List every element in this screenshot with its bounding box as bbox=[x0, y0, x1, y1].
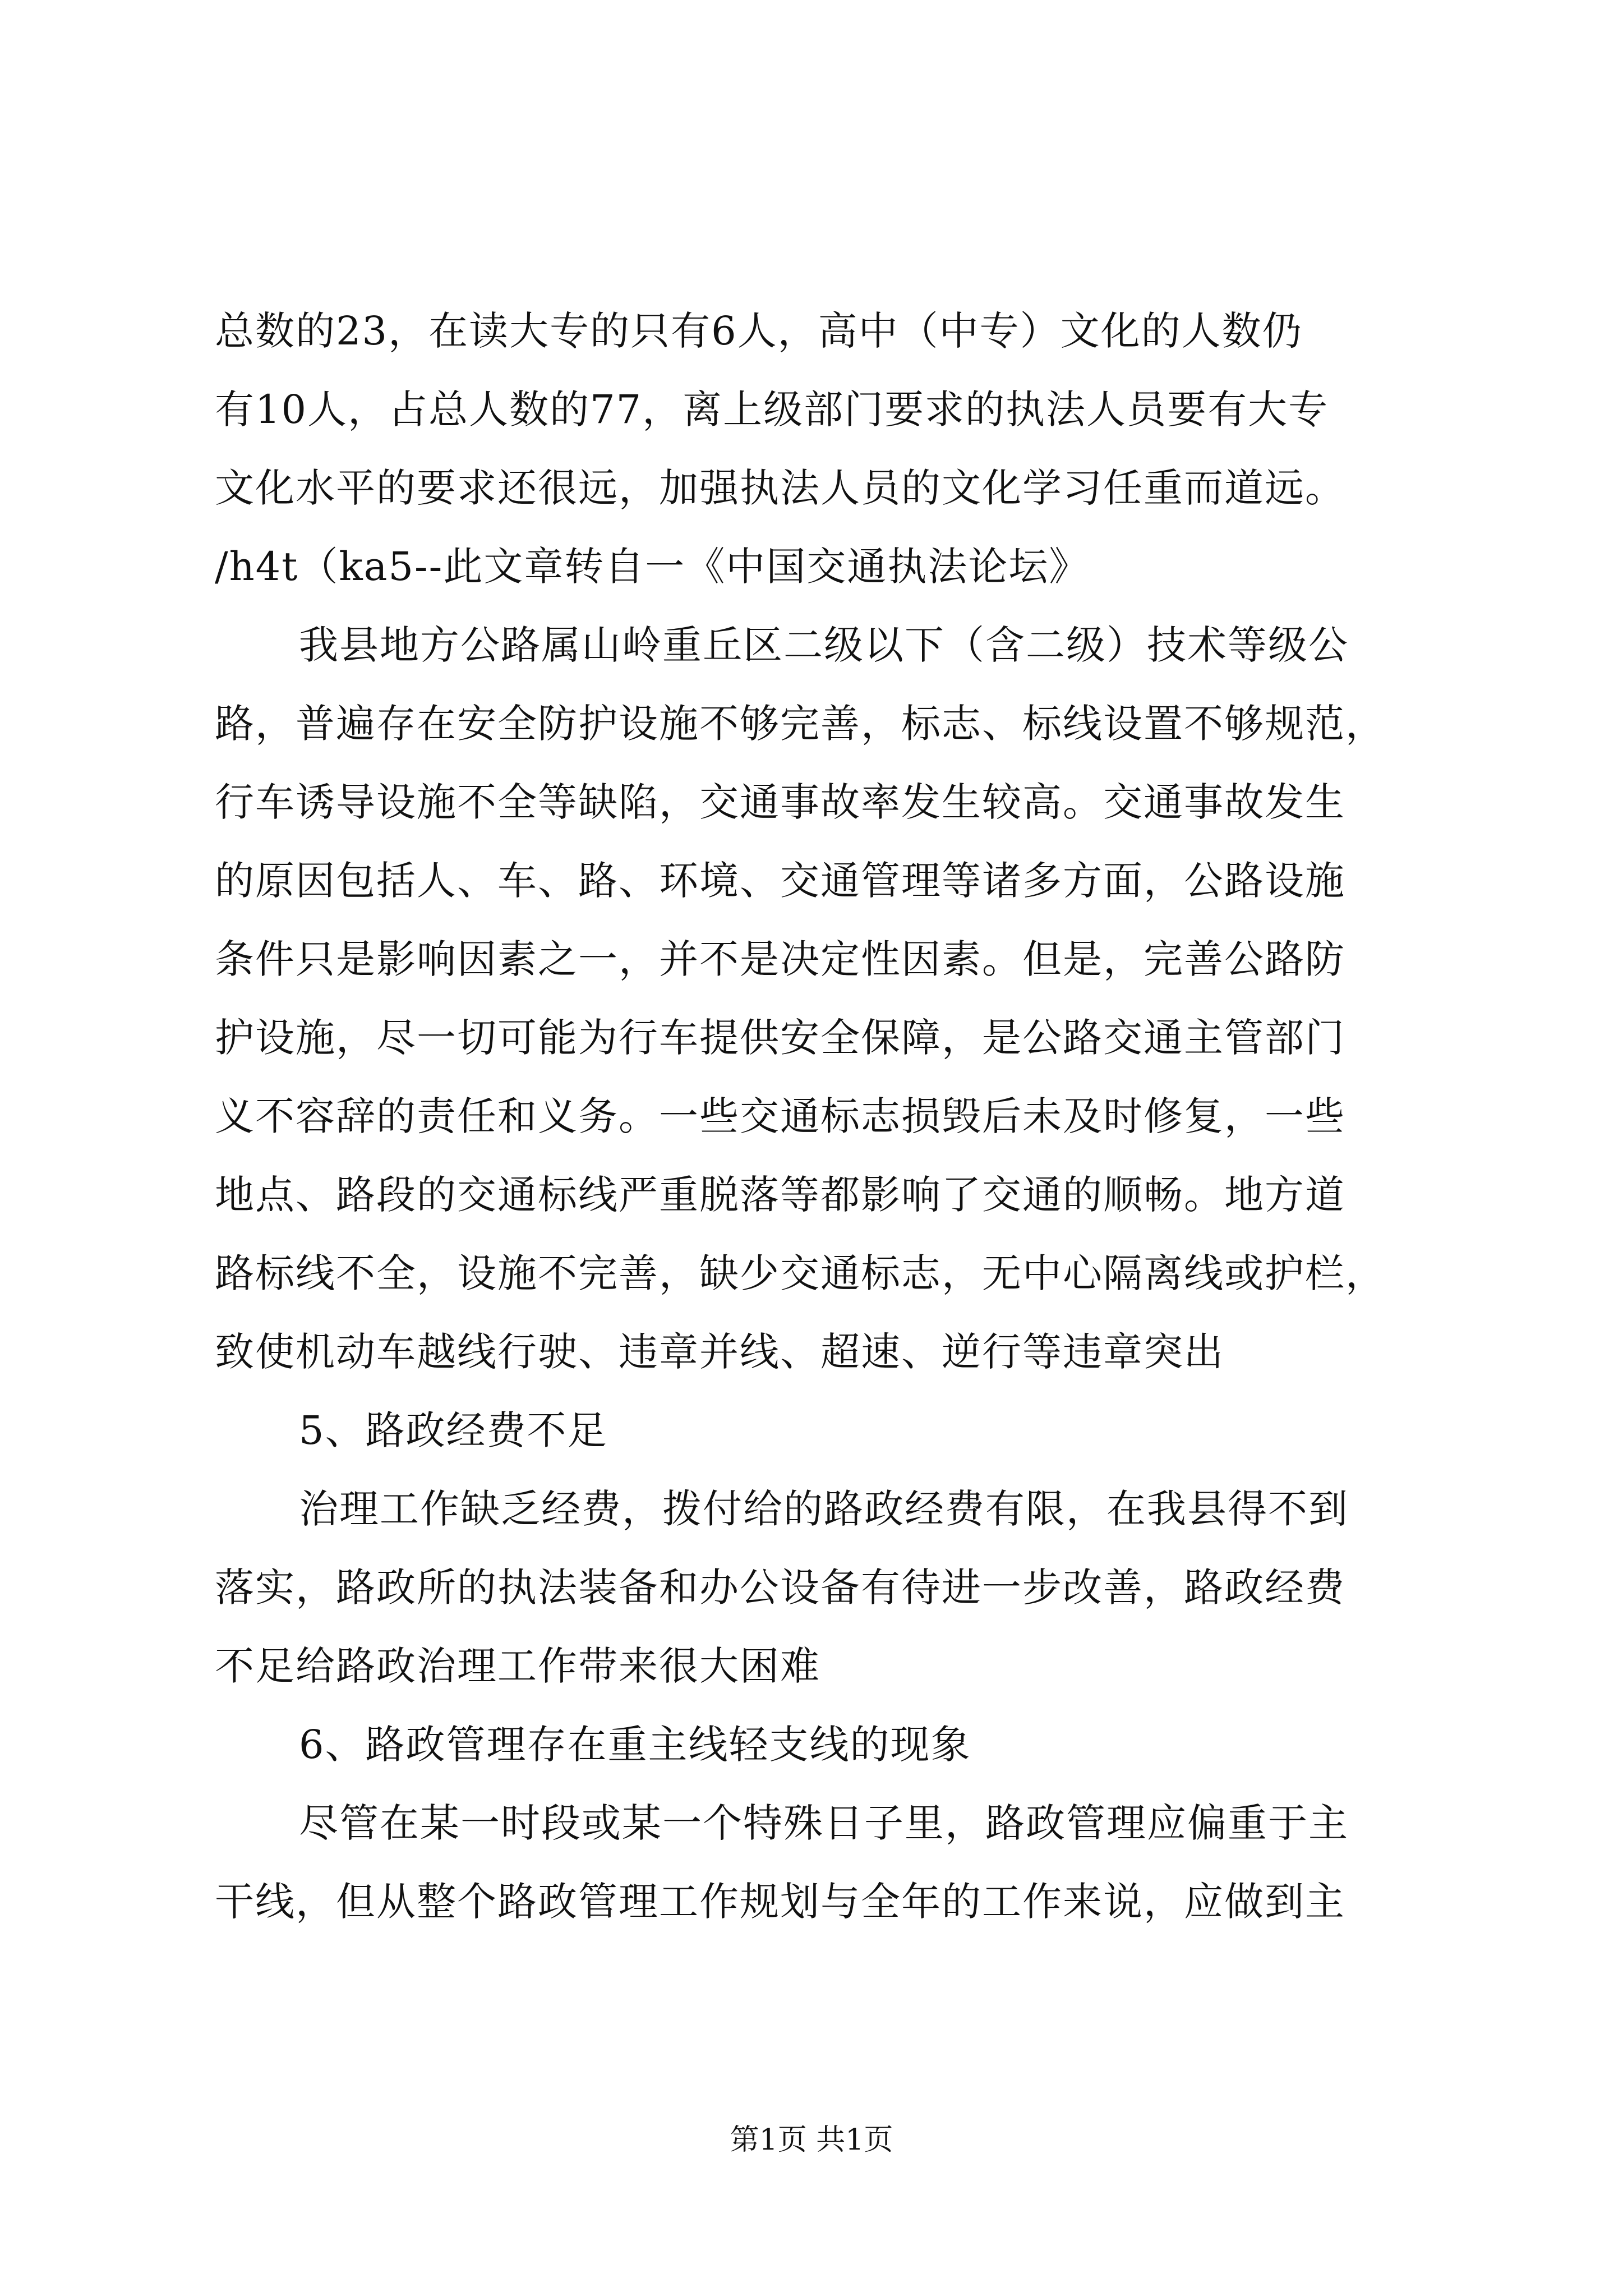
document-body bbox=[215, 292, 1421, 1941]
text-line: 干线，但从整个路政管理工作规划与全年的工作来说，应做到主 bbox=[215, 1879, 1345, 1925]
text-line: 路标线不全，设施不完善，缺少交通标志，无中心隔离线或护栏， bbox=[215, 1250, 1386, 1296]
text-line: 有10人，占总人数的77，离上级部门要求的执法人员要有大专 bbox=[215, 386, 1329, 432]
text-line: 落实，路政所的执法装备和办公设备有待进一步改善，路政经费 bbox=[215, 1565, 1345, 1611]
text-line: 的原因包括人、车、路、环境、交通管理等诸多方面，公路设施 bbox=[215, 858, 1345, 904]
text-line: 护设施，尽一切可能为行车提供安全保障，是公路交通主管部门 bbox=[215, 1015, 1345, 1061]
text-line: 地点、路段的交通标线严重脱落等都影响了交通的顺畅。地方道 bbox=[215, 1172, 1345, 1218]
paragraph-start-line: 我县地方公路属山岭重丘区二级以下（含二级）技术等级公 bbox=[299, 622, 1349, 668]
text-line: 不足给路政治理工作带来很大困难 bbox=[215, 1643, 820, 1689]
text-line: /h4t（ka5--此文章转自一《中国交通执法论坛》 bbox=[215, 544, 1090, 590]
section-heading: 6、路政管理存在重主线轻支线的现象 bbox=[299, 1722, 971, 1768]
section-heading: 5、路政经费不足 bbox=[299, 1407, 608, 1453]
text-line: 总数的23，在读大专的只有6人，高中（中专）文化的人数仍 bbox=[215, 308, 1303, 354]
page-footer: 第1页 共1页 bbox=[730, 2123, 893, 2157]
text-line: 文化水平的要求还很远，加强执法人员的文化学习任重而道远。 bbox=[215, 465, 1345, 511]
text-line: 行车诱导设施不全等缺陷，交通事故率发生较高。交通事故发生 bbox=[215, 779, 1345, 825]
text-line: 致使机动车越线行驶、违章并线、超速、逆行等违章突出 bbox=[215, 1329, 1224, 1375]
text-line: 路，普遍存在安全防护设施不够完善，标志、标线设置不够规范， bbox=[215, 701, 1386, 747]
text-line: 义不容辞的责任和义务。一些交通标志损毁后未及时修复，一些 bbox=[215, 1093, 1345, 1139]
paragraph-start-line: 尽管在某一时段或某一个特殊日子里，路政管理应偏重于主 bbox=[299, 1800, 1349, 1846]
text-line: 条件只是影响因素之一，并不是决定性因素。但是，完善公路防 bbox=[215, 936, 1345, 982]
paragraph-start-line: 治理工作缺乏经费，拨付给的路政经费有限，在我县得不到 bbox=[299, 1486, 1349, 1532]
